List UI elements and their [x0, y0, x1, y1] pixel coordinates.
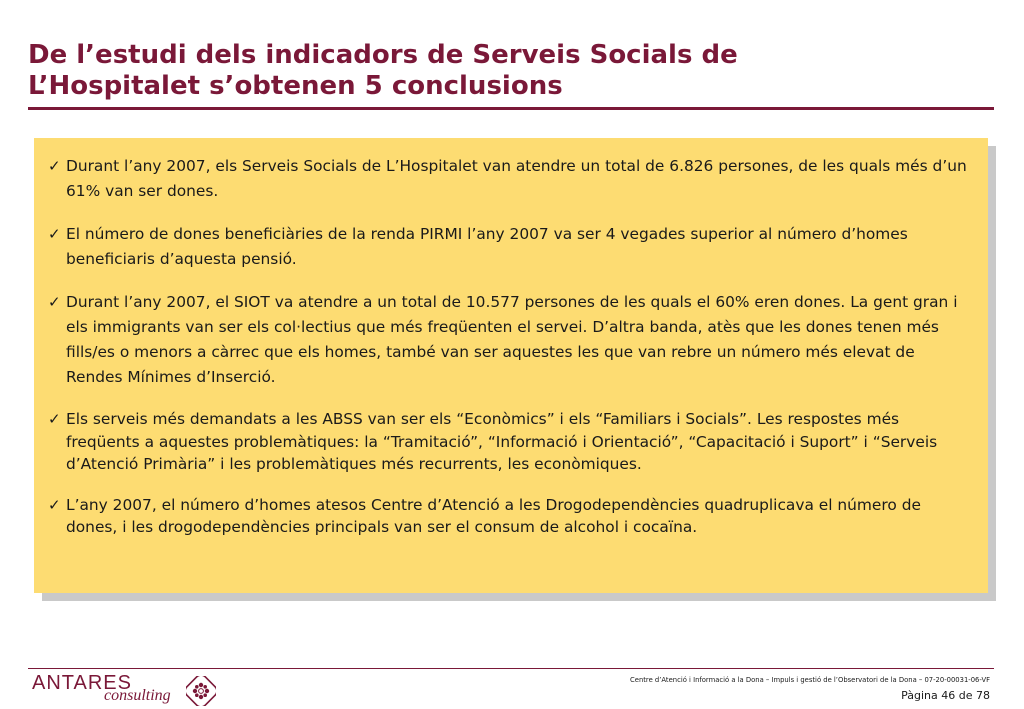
- conclusion-item: [48, 154, 973, 204]
- title-divider: [28, 107, 994, 110]
- footer-divider: [28, 668, 994, 669]
- conclusion-item: [48, 494, 973, 539]
- conclusion-item: [48, 408, 973, 476]
- conclusion-text: L’any 2007, el número d’homes atesos Centre d’Atenció a les Drogodependències quadruplicava el número de dones, i les drogodependències principals van ser el consum de alcohol i cocaïna.: [66, 495, 921, 536]
- page-title: [28, 40, 988, 102]
- check-icon: ✓: [48, 410, 61, 428]
- conclusion-text: Durant l’any 2007, el SIOT va atendre a un total de 10.577 persones de les quals el 60% eren dones. La gent gran i els immigrants van ser els col·lectius que més freqüenten el servei. D’altra banda, atès que les dones tenen més fills/es o menors a càrrec que els homes, també van ser aquestes les que van rebre un número més elevat de Rendes Mínimes d’Inserció.: [66, 293, 958, 386]
- logo-tagline: consulting: [104, 687, 171, 704]
- footer-reference: Centre d’Atenció i Informació a la Dona – Impuls i gestió de l’Observatori de la Dona – 07-20-00031-06-VF: [630, 676, 990, 684]
- check-icon: ✓: [48, 225, 61, 243]
- check-icon: ✓: [48, 293, 61, 311]
- conclusion-text: Durant l’any 2007, els Serveis Socials de L’Hospitalet van atendre un total de 6.826 persones, de les quals més d’un 61% van ser dones.: [66, 157, 967, 200]
- conclusion-text: Els serveis més demandats a les ABSS van ser els “Econòmics” i els “Familiars i Socials”. Les respostes més freqüents a aquestes problemàtiques: la “Tramitació”, “Informació i Orientació”, “Capacitació i Suport” i “Serveis d’Atenció Primària” i les problemàtiques més recurrents, les econòmiques.: [66, 410, 938, 473]
- page-number: Pàgina 46 de 78: [901, 689, 990, 702]
- title-line-1: De l’estudi dels indicadors de Serveis Socials de: [28, 40, 738, 70]
- check-icon: ✓: [48, 495, 61, 514]
- title-line-2: L’Hospitalet s’obtenen 5 conclusions: [28, 71, 563, 101]
- logo-wordmark: ANTARES: [32, 672, 132, 694]
- conclusion-text: El número de dones beneficiàries de la renda PIRMI l’any 2007 va ser 4 vegades superior al número d’homes beneficiaris d’aquesta pensió.: [66, 225, 908, 268]
- check-icon: ✓: [48, 157, 61, 175]
- logo-flower-icon: [186, 676, 216, 706]
- conclusion-item: [48, 290, 973, 390]
- conclusion-item: [48, 222, 973, 272]
- conclusions-list: [48, 154, 973, 557]
